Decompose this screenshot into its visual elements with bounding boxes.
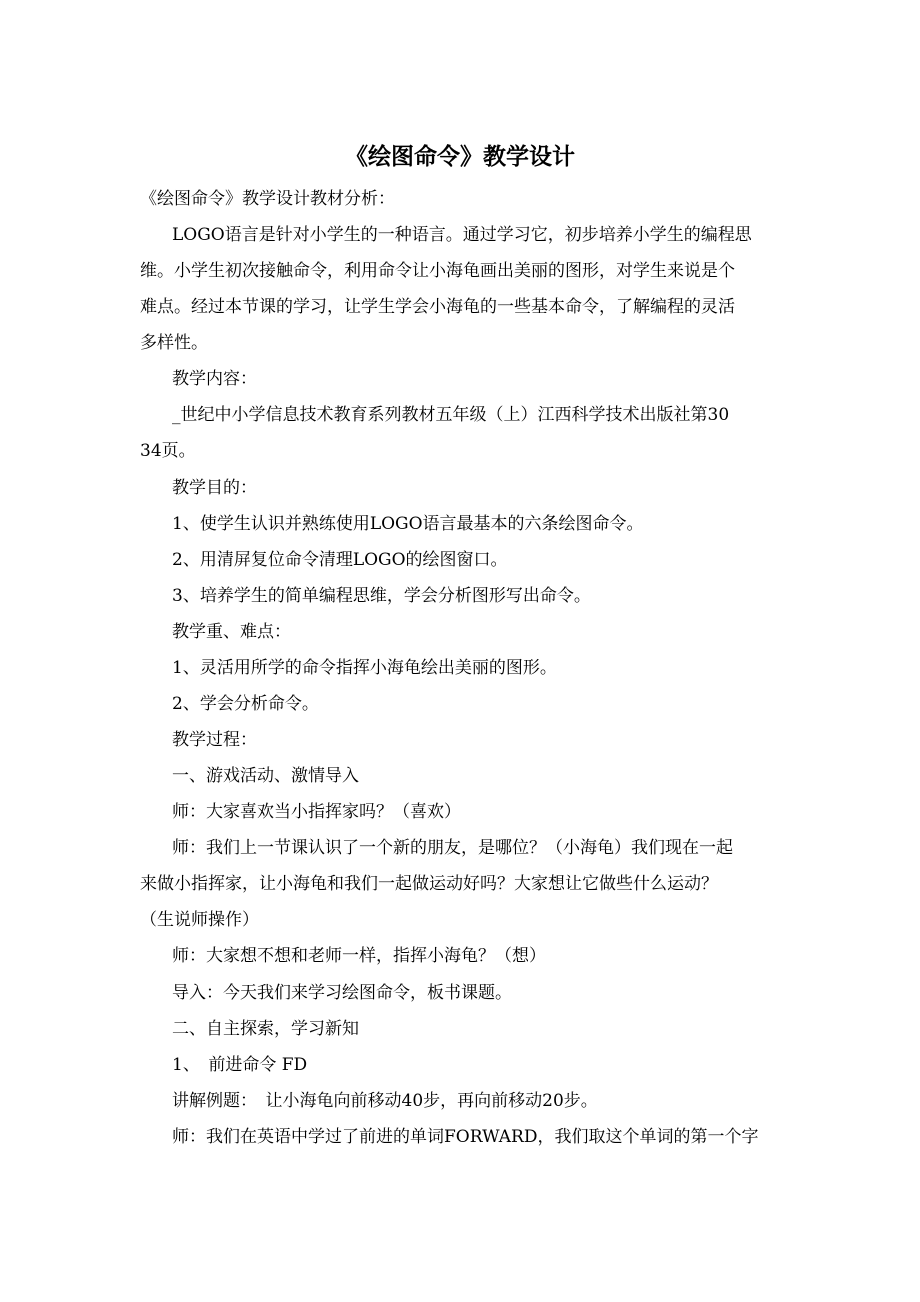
list-item: 1、使学生认识并熟练使用LOGO语言最基本的六条绘图命令。 [172, 514, 644, 534]
paragraph-line: （生说师操作） [140, 910, 259, 930]
paragraph-line: LOGO语言是针对小学生的一种语言。通过学习它，初步培养小学生的编程思 [172, 225, 752, 245]
paragraph-line: 导入：今天我们来学习绘图命令，板书课题。 [172, 983, 512, 1003]
list-item: 1、 前进命令 FD [172, 1055, 308, 1075]
paragraph-line: 34页。 [140, 441, 196, 461]
paragraph-line: 师：大家喜欢当小指挥家吗？（喜欢） [172, 802, 461, 822]
paragraph-line: _世纪中小学信息技术教育系列教材五年级（上）江西科学技术出版社第30 [172, 405, 730, 425]
section-heading-goals: 教学目的： [172, 478, 257, 498]
list-item: 2、学会分析命令。 [172, 694, 319, 714]
subheading: 一、游戏活动、激情导入 [172, 766, 359, 786]
paragraph-line: 讲解例题： 让小海龟向前移动40步，再向前移动20步。 [172, 1091, 598, 1111]
paragraph-line: 来做小指挥家，让小海龟和我们一起做运动好吗？大家想让它做些什么运动？ [140, 874, 718, 894]
document-title: 《绘图命令》教学设计 [345, 143, 575, 170]
subheading: 二、自主探索，学习新知 [172, 1019, 359, 1039]
paragraph-line: 师：我们在英语中学过了前进的单词FORWARD，我们取这个单词的第一个字 [172, 1127, 759, 1147]
paragraph-line: 多样性。 [140, 333, 208, 353]
paragraph-line: 维。小学生初次接触命令，利用命令让小海龟画出美丽的图形，对学生来说是个 [140, 261, 735, 281]
section-heading-content: 教学内容： [172, 369, 257, 389]
list-item: 1、灵活用所学的命令指挥小海龟绘出美丽的图形。 [172, 658, 557, 678]
section-heading-analysis: 《绘图命令》教学设计教材分析： [140, 189, 395, 209]
paragraph-line: 师：我们上一节课认识了一个新的朋友，是哪位？（小海龟）我们现在一起 [172, 838, 733, 858]
section-heading-key-points: 教学重、难点： [172, 622, 291, 642]
paragraph-line: 难点。经过本节课的学习，让学生学会小海龟的一些基本命令，了解编程的灵活 [140, 297, 735, 317]
list-item: 2、用清屏复位命令清理LOGO的绘图窗口。 [172, 550, 508, 570]
paragraph-line: 师：大家想不想和老师一样，指挥小海龟？（想） [172, 946, 546, 966]
list-item: 3、培养学生的简单编程思维，学会分析图形写出命令。 [172, 586, 591, 606]
section-heading-process: 教学过程： [172, 730, 257, 750]
